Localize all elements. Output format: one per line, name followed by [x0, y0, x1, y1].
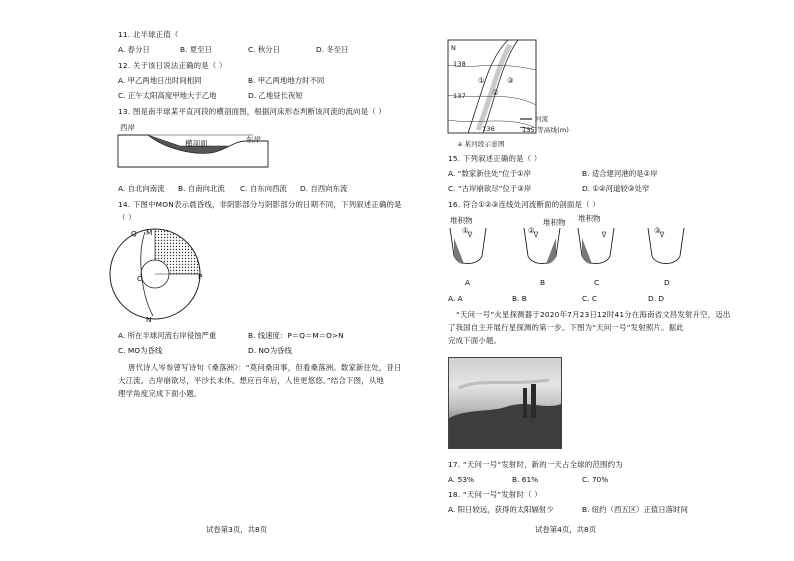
q14-stem: 14. 下图中MON表示晨昏线，非阴影部分与阴影部分的日期不同，下列叙述正确的是 — [118, 200, 402, 209]
point-q-label: Q — [131, 229, 138, 238]
q17-option-a: A. 53% — [448, 475, 475, 484]
q12-option-c: C. 正午太阳高度甲地大于乙地 — [118, 91, 217, 100]
point-o-label: O — [137, 274, 144, 283]
q17-stem: 17. “天问一号”发射时，新的一天占全球的范围约为 — [448, 460, 623, 469]
q15-option-b: B. 适合建河港的是②岸 — [582, 169, 658, 178]
point-n-label: N — [146, 315, 152, 324]
q14-option-a: A. 所在半球河流右岸侵蚀严重 — [118, 331, 217, 340]
q16-option-c: C. C — [582, 294, 598, 303]
east-bank-label: 东岸 — [246, 135, 262, 144]
left-page-footer: 试卷第3页，共8页 — [206, 525, 268, 534]
legend-river-label: 河流 — [535, 115, 549, 123]
panel-label-a: A — [465, 278, 471, 287]
launch-photo — [448, 357, 562, 449]
q18-option-b: B. 纽约（西五区）正值日落时间 — [582, 505, 688, 514]
q13-stem: 13. 图是南半球某平直河段的横剖面图，根据河床形态判断该河流的流向是（ ） — [118, 107, 386, 116]
q17-option-c: C. 70% — [582, 475, 609, 484]
north-arrow-label: N — [451, 44, 457, 52]
panel-label-b: B — [540, 278, 546, 287]
panel-c-deposit-label: 堆积物 — [578, 214, 601, 223]
q14-stem-paren: （ ） — [118, 213, 136, 222]
q12-option-b: B. 甲乙两地地方时不同 — [248, 76, 325, 85]
q11-option-a: A. 春分日 — [118, 45, 150, 54]
legend-contour-number: 135 — [522, 126, 536, 134]
section-marker-2: ② — [528, 226, 535, 235]
panel-b-deposit-label: 堆积物 — [543, 218, 566, 227]
tianwen-intro-line-1: “天问一号”火星探测器于2020年7月23日12时41分在海南省文昌发射升空，迈出 — [456, 310, 731, 319]
q16-option-a: A. A — [448, 294, 463, 303]
map-marker-1: ① — [478, 76, 485, 85]
panel-a-deposit-label: 堆积物 — [450, 216, 473, 225]
poem-line-2: 大江流。古岸崩欲尽，平沙长未休。想应百年后，人世更悠悠。”结合下图，从地 — [118, 376, 385, 385]
q11-stem: 11. 北半球正值（ — [118, 30, 179, 39]
map-marker-3: ③ — [507, 76, 514, 85]
q16-stem: 16. 符合①②③连线处河流断面的剖面是（ ） — [448, 200, 600, 209]
q16-option-b: B. B — [512, 294, 527, 303]
point-p-label: P — [198, 272, 203, 281]
q12-stem: 12. 关于该日说法正确的是（ ） — [118, 61, 227, 70]
point-m-label: M — [146, 228, 153, 237]
right-page-footer: 试卷第4页，共8页 — [535, 525, 597, 534]
section-marker-3: ③ — [654, 226, 661, 235]
q14-option-b: B. 线速度：P＝Q＝M＝O>N — [248, 331, 344, 340]
q11-option-c: C. 秋分日 — [248, 45, 281, 54]
q15-option-d: D. ①②河道较③处窄 — [582, 184, 650, 193]
q15-stem: 15. 下列叙述正确的是（ ） — [448, 154, 542, 163]
q14-option-d: D. NO为昏线 — [248, 346, 292, 355]
tianwen-intro-line-2: 了我国自主开展行星探测的第一步。下图为“天问一号”发射照片。据此 — [448, 323, 684, 332]
q11-option-b: B. 夏至日 — [180, 45, 212, 54]
contour-label-138: 138 — [453, 60, 467, 68]
q18-stem: 18. “天问一号”发射时（ ） — [448, 490, 542, 499]
legend-contour-label: 等高线(m) — [537, 126, 570, 134]
q13-option-d: D. 自西向东流 — [300, 184, 348, 193]
q12-option-d: D. 乙地昼长夜短 — [248, 91, 303, 100]
section-marker-1: ① — [462, 226, 469, 235]
panel-label-c: C — [594, 278, 600, 287]
q13-option-b: B. 自南向北流 — [178, 184, 225, 193]
map-marker-2: ② — [492, 88, 499, 97]
q11-option-d: D. 冬至日 — [316, 45, 349, 54]
terminator-circle-diagram — [115, 224, 235, 324]
q16-option-d: D. D — [648, 294, 665, 303]
section-label: 横剖面 — [185, 139, 208, 148]
west-bank-label: 西岸 — [120, 123, 136, 132]
q18-option-a: A. 阳日较远，获得的太阳辐射少 — [448, 505, 554, 514]
map-caption: a 某河段示意图 — [458, 140, 505, 148]
contour-label-136: 136 — [482, 125, 496, 133]
q15-option-c: C. “古岸崩欲尽”位于③岸 — [448, 184, 532, 193]
q15-option-a: A. “数家新住处”位于①岸 — [448, 169, 532, 178]
q12-option-a: A. 甲乙两地日出时间相同 — [118, 76, 202, 85]
contour-label-137: 137 — [453, 92, 467, 100]
q13-option-a: A. 自北向南流 — [118, 184, 165, 193]
poem-line-1: 唐代诗人岑参曾写诗句《桑落洲》：“莫问桑田事，但看桑落洲。数家新住处，昔日 — [128, 363, 402, 372]
q13-option-c: C. 自东向西流 — [240, 184, 287, 193]
tianwen-intro-line-3: 完成下面小题。 — [448, 336, 502, 345]
q17-option-b: B. 61% — [512, 475, 539, 484]
poem-line-3: 理学角度完成下面小题。 — [118, 389, 202, 398]
q14-option-c: C. MO为昏线 — [118, 346, 163, 355]
panel-label-d: D — [664, 278, 670, 287]
